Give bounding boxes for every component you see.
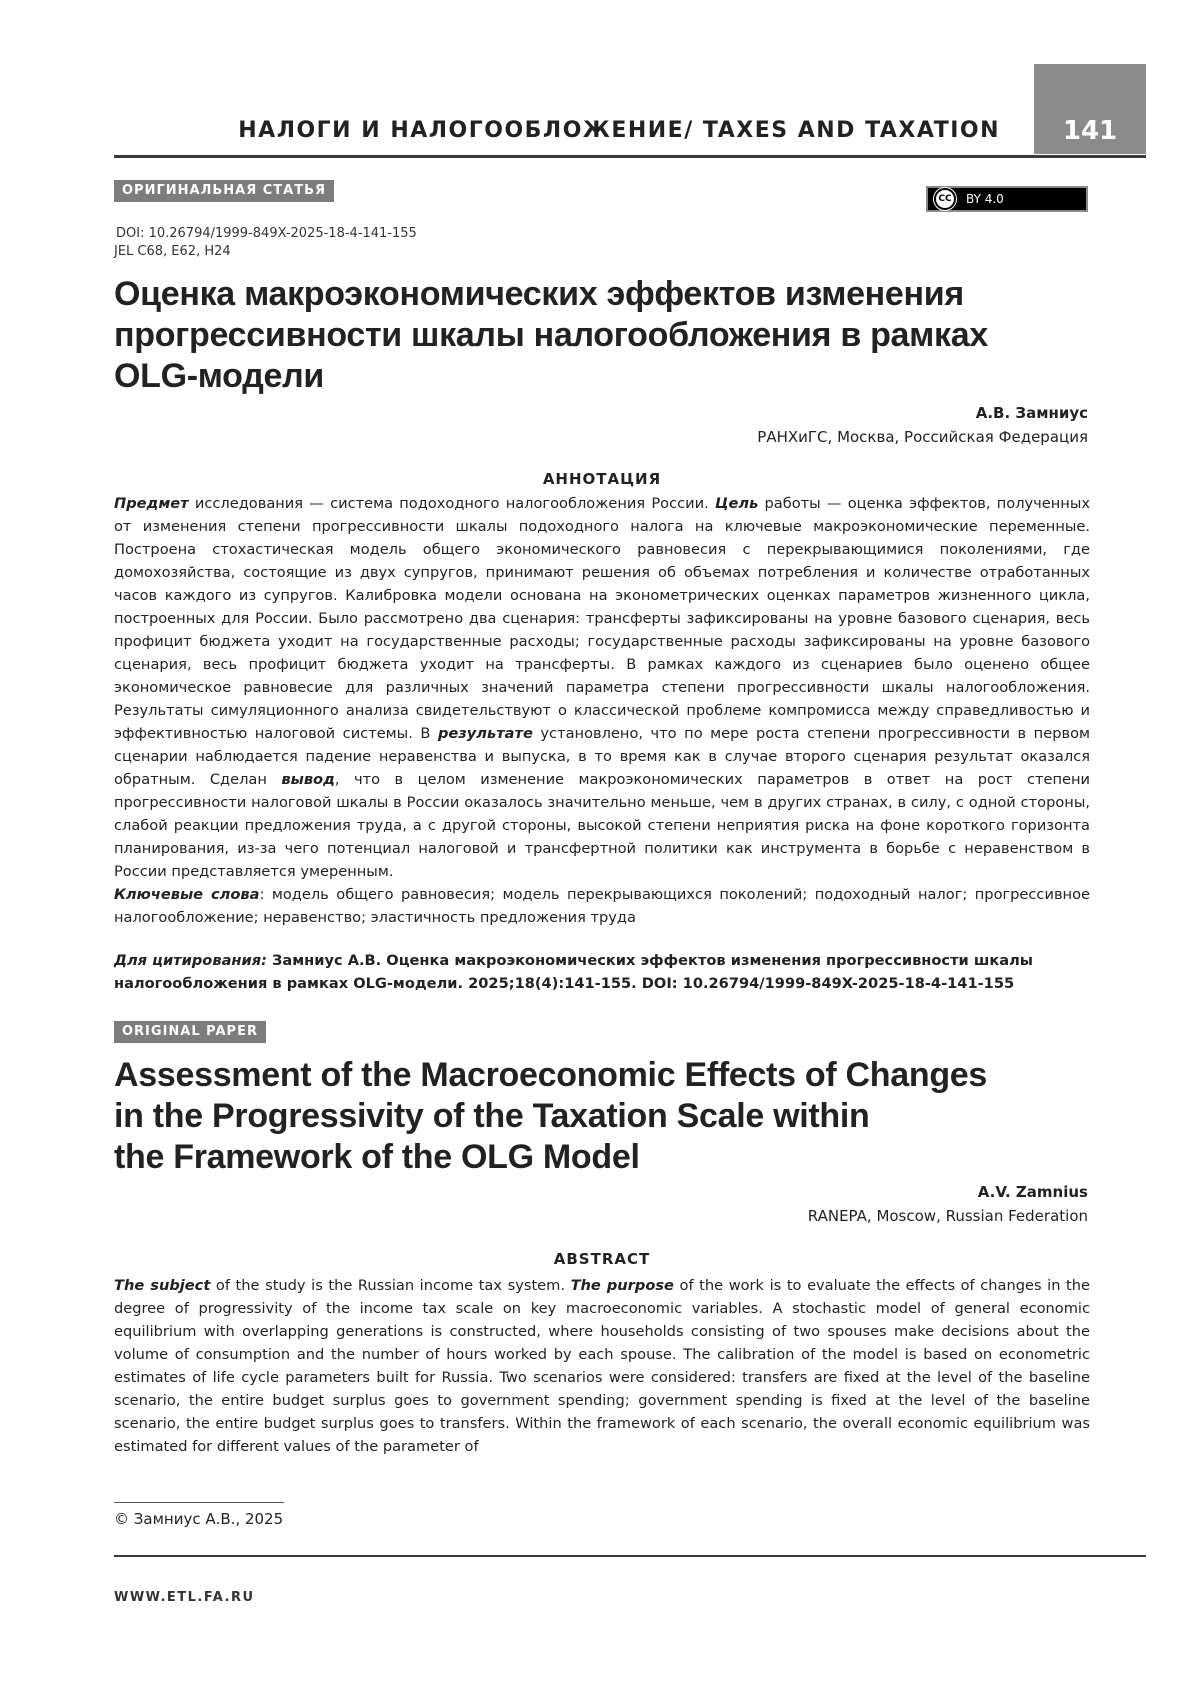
title-line: in the Progressivity of the Taxation Scale within [114, 1097, 870, 1135]
abstract-heading-en: ABSTRACT [553, 1250, 651, 1268]
author-block-ru [757, 401, 1088, 449]
abstract-label: результате [437, 725, 533, 742]
abstract-en [114, 1274, 1090, 1458]
article-type-badge-ru: ОРИГИНАЛЬНАЯ СТАТЬЯ [114, 180, 334, 202]
abstract-text: исследования — система подоходного налогообложения России. [188, 495, 715, 512]
keywords-label: Ключевые слова [114, 886, 260, 903]
page-number-box [1034, 64, 1146, 154]
abstract-text: of the work is to evaluate the effects of changes in the degree of progressivity of the income tax scale on key macroeconomic variables. A stochastic model of general economic equilibrium with overlapping generations is constructed, where households consisting of two spouses make decisions about the volume of consumption and the number of hours worked by each spouse. The calibration of the model is based on econometric estimates of life cycle parameters built for Russia. Two scenarios were considered: transfers are fixed at the level of the baseline scenario, the entire budget surplus goes to government spending; government spending is fixed at the level of the baseline scenario, the entire budget surplus goes to transfers. Within the framework of each scenario, the overall economic equilibrium was estimated for different values of the parameter of [114, 1277, 1090, 1455]
title-line: Оценка макроэкономических эффектов изменения [114, 275, 964, 313]
footnote-divider [114, 1502, 284, 1503]
abstract-label: The purpose [570, 1277, 674, 1294]
author-block-en [808, 1180, 1088, 1228]
title-line: OLG-модели [114, 357, 324, 395]
author-affiliation: РАНХиГС, Москва, Российская Федерация [757, 428, 1088, 446]
title-line: the Framework of the OLG Model [114, 1138, 640, 1176]
footer-divider [114, 1555, 1146, 1557]
abstract-text: работы — оценка эффектов, полученных от изменения степени прогрессивности шкалы подоходного налога на ключевые макроэкономические переменные. Построена стохастическая модель общего экономического равновесия с перекрывающимися поколениями, где домохозяйства, состоящие из двух супругов, принимают решения об объемах потребления и количестве отработанных часов каждого из супругов. Калибровка модели основана на эконометрических оценках параметров жизненного цикла, построенных для России. Было рассмотрено два сценария: трансферты зафиксированы на уровне базового сценария, весь профицит бюджета уходит на государственные расходы; государственные расходы зафиксированы на уровне базового сценария, весь профицит бюджета уходит на трансферты. В рамках каждого из сценариев было оценено общее экономическое равновесие для различных значений параметра степени прогрессивности шкалы налогообложения. Результаты симуляционного анализа свидетельствуют о классической проблеме компромисса между справедливостью и эффективностью налоговой системы. В [114, 495, 1090, 742]
citation-block [114, 949, 1090, 995]
title-line: Assessment of the Macroeconomic Effects of Changes [114, 1056, 988, 1094]
article-type-badge-en: ORIGINAL PAPER [114, 1021, 266, 1043]
page-number: 141 [1062, 116, 1118, 146]
article-title-en [114, 1055, 1104, 1178]
citation-text: Замниус А.В. Оценка макроэкономических эффектов изменения прогрессивности шкалы налогообложения в рамках OLG-модели. 2025;18(4):141-155. DOI: 10.26794/1999-849X-2025-18-4-141-155 [114, 952, 1033, 992]
author-name: A.V. Zamnius [977, 1183, 1088, 1201]
abstract-label: Предмет [114, 495, 189, 512]
article-title-ru [114, 274, 1104, 397]
cc-license-text: BY 4.0 [966, 192, 1004, 206]
abstract-label: вывод [281, 771, 335, 788]
author-name: А.В. Замниус [975, 404, 1088, 422]
title-line: прогрессивности шкалы налогообложения в рамках [114, 316, 988, 354]
running-header: НАЛОГИ И НАЛОГООБЛОЖЕНИЕ/ TAXES AND TAXATION [238, 118, 1000, 143]
abstract-text: of the study is the Russian income tax system. [210, 1277, 571, 1294]
abstract-label: Цель [714, 495, 759, 512]
copyright: © Замниус А.В., 2025 [114, 1510, 284, 1528]
doi[interactable]: DOI: 10.26794/1999-849X-2025-18-4-141-155 [116, 226, 417, 241]
keywords: : модель общего равновесия; модель перекрывающихся поколений; подоходный налог; прогрессивное налогообложение; неравенство; эластичность предложения труда [114, 886, 1090, 926]
abstract-heading-ru: АННОТАЦИЯ [542, 470, 662, 488]
abstract-label: The subject [114, 1277, 211, 1294]
cc-icon: CC [934, 188, 956, 210]
header-divider [114, 155, 1146, 158]
abstract-text: установлено, что по мере роста степени прогрессивности в первом сценарии наблюдается падение неравенства и выпуска, в то время как в случае второго сценария результат оказался обратным. Сделан [114, 725, 1091, 788]
abstract-ru [114, 492, 1090, 929]
author-affiliation: RANEPA, Moscow, Russian Federation [807, 1207, 1088, 1225]
jel-codes: JEL C68, E62, H24 [114, 244, 231, 259]
citation-label: Для цитирования: [114, 952, 267, 969]
cc-license-badge[interactable] [926, 186, 1088, 212]
abstract-text: , что в целом изменение макроэкономических параметров в ответ на рост степени прогрессивности налоговой шкалы в России оказалось значительно меньше, чем в других странах, в силу, с одной стороны, слабой реакции предложения труда, а с другой стороны, высокой степени неприятия риска на фоне короткого горизонта планирования, из-за чего потенциал налоговой и трансфертной политики как инструмента в борьбе с неравенством в России представляется умеренным. [114, 771, 1090, 880]
website-link[interactable]: WWW.ETL.FA.RU [114, 1590, 255, 1605]
